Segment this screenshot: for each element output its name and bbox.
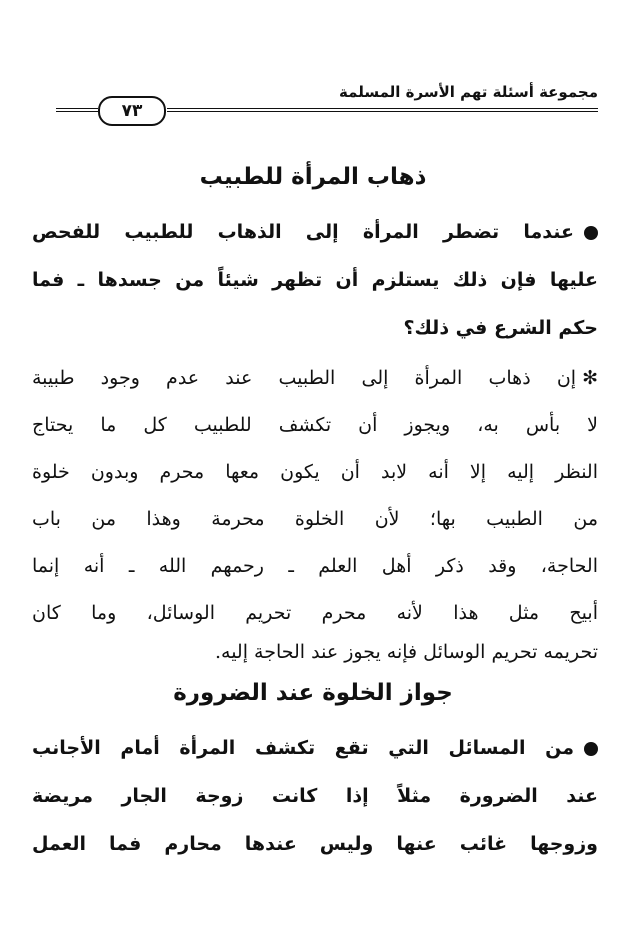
answer-line: النظر إليه إلا أنه لابد أن يكون معها محرم وبدون خلوة bbox=[32, 461, 598, 483]
header-rule-left bbox=[56, 108, 98, 112]
answer-line: ✻إن ذهاب المرأة إلى الطبيب عند عدم وجود طبيبة bbox=[32, 367, 598, 389]
answer-line: لا بأس به، ويجوز أن تكشف للطبيب كل ما يحتاج bbox=[32, 414, 598, 436]
page-number-badge: ٧٣ bbox=[98, 96, 166, 126]
question-line: عليها فإن ذلك يستلزم أن تظهر شيئاً من جسدها ـ فما bbox=[32, 269, 598, 291]
question-line: عندما تضطر المرأة إلى الذهاب للطبيب للفحص bbox=[32, 210, 598, 254]
answer-line: الحاجة، وقد ذكر أهل العلم ـ رحمهم الله ـ أنه إنما bbox=[32, 555, 598, 577]
asterisk-icon: ✻ bbox=[582, 367, 598, 389]
bullet-icon bbox=[584, 226, 598, 240]
answer-line: أبيح مثل هذا لأنه محرم تحريم الوسائل، وما كان bbox=[32, 602, 598, 624]
question-line: من المسائل التي تقع تكشف المرأة أمام الأجانب bbox=[32, 726, 598, 770]
header-rule-right bbox=[167, 108, 598, 112]
question-line: وزوجها غائب عنها وليس عندها محارم فما العمل bbox=[32, 833, 598, 855]
section-heading-seclusion: جواز الخلوة عند الضرورة bbox=[173, 680, 453, 706]
answer-line: من الطبيب بها؛ لأن الخلوة محرمة وهذا من باب bbox=[32, 508, 598, 530]
question-line: حكم الشرع في ذلك؟ bbox=[403, 317, 598, 339]
section-heading-doctor-visit: ذهاب المرأة للطبيب bbox=[199, 164, 427, 190]
question-line: عند الضرورة مثلاً إذا كانت زوجة الجار مريضة bbox=[32, 785, 598, 807]
answer-line: تحريمه تحريم الوسائل فإنه يجوز عند الحاجة إليه. bbox=[214, 641, 598, 663]
bullet-icon bbox=[584, 742, 598, 756]
running-header-title: مجموعة أسئلة تهم الأسرة المسلمة bbox=[339, 83, 598, 101]
